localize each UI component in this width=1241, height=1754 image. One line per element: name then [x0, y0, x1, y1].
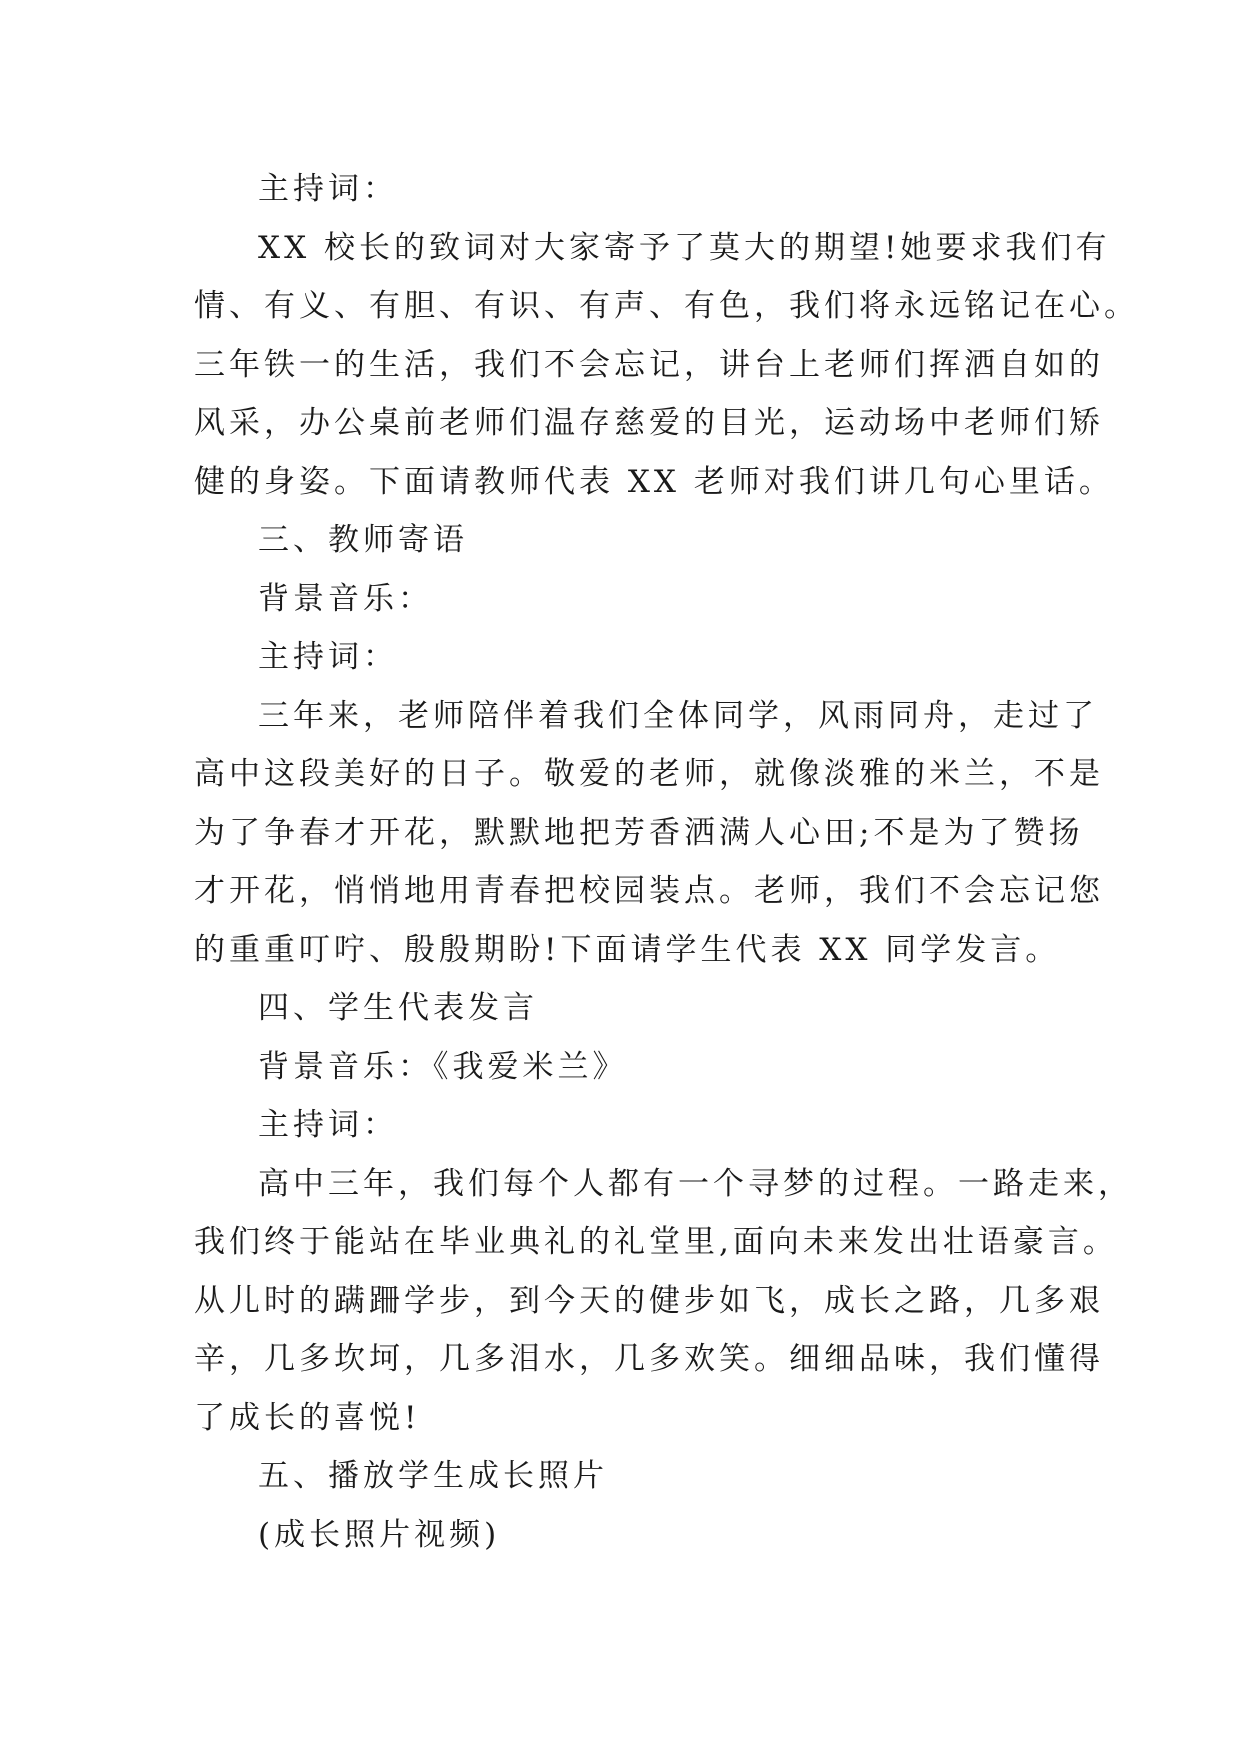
note-line: (成长照片视频): [258, 1516, 501, 1553]
section-heading: 五、播放学生成长照片: [258, 1458, 608, 1494]
paragraph-line: 高中这段美好的日子。敬爱的老师，就像淡雅的米兰，不是: [194, 756, 1104, 792]
background-music-label: 背景音乐：: [258, 580, 433, 617]
paragraph-line: 情、有义、有胆、有识、有声、有色，我们将永远铭记在心。: [194, 288, 1139, 324]
paragraph-line: 辛，几多坎坷，几多泪水，几多欢笑。细细品味，我们懂得: [194, 1341, 1104, 1377]
paragraph-line: 才开花，悄悄地用青春把校园装点。老师，我们不会忘记您: [194, 873, 1104, 909]
paragraph-line: XX 校长的致词对大家寄予了莫大的期望!她要求我们有: [258, 229, 1111, 266]
paragraph-line: 从儿时的蹒跚学步，到今天的健步如飞，成长之路，几多艰: [194, 1282, 1104, 1319]
host-label: 主持词：: [258, 171, 398, 207]
paragraph-line: 风采，办公桌前老师们温存慈爱的目光，运动场中老师们矫: [194, 405, 1104, 441]
paragraph-line: 高中三年，我们每个人都有一个寻梦的过程。一路走来，: [258, 1165, 1133, 1202]
section-heading: 三、教师寄语: [258, 522, 468, 558]
host-label: 主持词：: [258, 1107, 398, 1143]
paragraph-line: 为了争春才开花，默默地把芳香洒满人心田;不是为了赞扬: [194, 814, 1084, 851]
document-body: [194, 160, 1139, 1564]
paragraph-line: 我们终于能站在毕业典礼的礼堂里,面向未来发出壮语豪言。: [194, 1224, 1118, 1260]
paragraph-line: 健的身姿。下面请教师代表 XX 老师对我们讲几句心里话。: [194, 463, 1114, 500]
section-heading: 四、学生代表发言: [258, 990, 538, 1026]
background-music-label: 背景音乐：《我爱米兰》: [258, 1048, 628, 1085]
paragraph-line: 三年来，老师陪伴着我们全体同学，风雨同舟，走过了: [258, 697, 1098, 734]
paragraph-line: 的重重叮咛、殷殷期盼!下面请学生代表 XX 同学发言。: [194, 931, 1061, 968]
paragraph-line: 三年铁一的生活，我们不会忘记，讲台上老师们挥洒自如的: [194, 346, 1104, 383]
host-label: 主持词：: [258, 639, 398, 675]
paragraph-line: 了成长的喜悦!: [194, 1399, 421, 1436]
